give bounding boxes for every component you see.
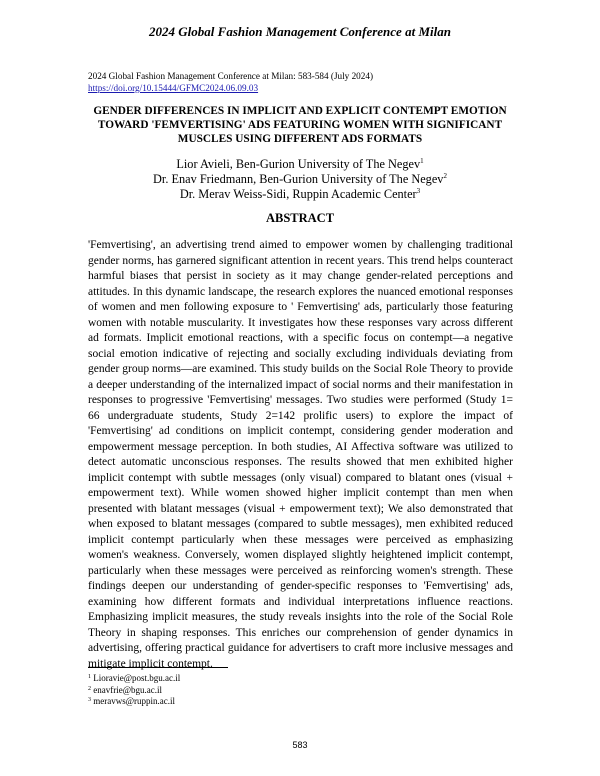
paper-title: GENDER DIFFERENCES IN IMPLICIT AND EXPLICIT CONTEMPT EMOTION TOWARD 'FEMVERTISING' ADS FEATURING WOMEN WITH SIGNIFICANT MUSCLES USING DIFFERENT ADS FORMATS — [93, 105, 507, 145]
author-name: Lior Avieli, Ben-Gurion University of The Negev — [176, 157, 421, 171]
citation-block — [88, 70, 373, 94]
footnote — [88, 673, 180, 685]
citation-line: 2024 Global Fashion Management Conference at Milan: 583-584 (July 2024) — [88, 71, 374, 81]
footnotes — [88, 673, 180, 708]
footnote-mark: 1 — [88, 674, 91, 680]
author-name: Dr. Enav Friedmann, Ben-Gurion University of The Negev — [153, 172, 444, 186]
footnote-text: enavfrie@bgu.ac.il — [93, 684, 163, 695]
footnote-mark: 2 — [88, 685, 91, 692]
author-line — [0, 172, 600, 187]
footnote — [88, 696, 180, 708]
footnote-mark: 3 — [88, 697, 91, 703]
footnote-divider — [88, 667, 228, 668]
footnote-text: meravws@ruppin.ac.il — [93, 696, 176, 706]
abstract-paragraph: 'Femvertising', an advertising trend aimed to empower women by challenging traditional gender norms, has garnered significant attention in recent years. This trend helps counteract harmful biases that persist in society as it may change gender-related perceptions and attitudes. In this dynamic landscape, the research explores the nuanced emotional responses of women and men following exposure to ' Femvertising' ads, particularly those featuring women with notable muscularity. It investigates how these responses vary across different ad formats. Implicit emotional reactions, with a specific focus on contempt—a negative social emotion indicative of rejecting and socially excluding individuals deviating from gender group norms—are examined. This study builds on the Social Role Theory to provide a deeper understanding of the internalized impact of social norms and their manifestation in responses to progressive 'Femvertising' messages. Two studies were performed (Study 1= 66 undergraduate students, Study 2=142 prolific users) to explore the impact of 'Femvertising' ad conditions on implicit contempt, considering gender moderation and empowerment message perception. In both studies, AI Affectiva software was utilized to detect automatic unconscious responses. The results showed that men exhibited higher implicit contempt with subtle messages (only visual) compared to blatant ones (visual + empowerment text). While women showed higher implicit contempt than men when presented with blatant messages (visual + empowerment text); We also demonstrated that when exposed to blatant messages (compared to subtle messages), men exhibited reduced implicit contempt particularly when these messages were perceived as emphasizing women's weakness. Conversely, women displayed slightly heightened implicit contempt, particularly when these messages were perceived as reinforcing women's strength. These findings deepen our understanding of gender-specific responses to 'Femvertising' ads, examining how different formats and individual interpretations influence reactions. Emphasizing implicit measures, the study reveals insights into the role of the Social Role Theory in shaping responses. This enriches our comprehension of gender dynamics in advertising, offering practical guidance for advertisers to craft more inclusive messages and mitigate implicit contempt. — [88, 239, 513, 670]
author-list — [0, 157, 600, 202]
footnote-marker: 1 — [420, 157, 424, 165]
running-header: 2024 Global Fashion Management Conference at Milan — [149, 24, 451, 39]
author-name: Dr. Merav Weiss-Sidi, Ruppin Academic Center — [179, 187, 417, 201]
doi-link[interactable]: https://doi.org/10.15444/GFMC2024.06.09.03 — [88, 83, 259, 93]
footnote-text: Lioravie@post.bgu.ac.il — [93, 673, 181, 683]
abstract-heading: ABSTRACT — [265, 211, 335, 225]
page-number: 583 — [292, 740, 308, 750]
footnote — [88, 685, 180, 697]
footnote-marker: 2 — [443, 172, 447, 180]
author-line — [0, 157, 600, 172]
footnote-marker: 3 — [416, 187, 421, 195]
author-line — [0, 187, 600, 202]
abstract-body — [88, 238, 513, 672]
